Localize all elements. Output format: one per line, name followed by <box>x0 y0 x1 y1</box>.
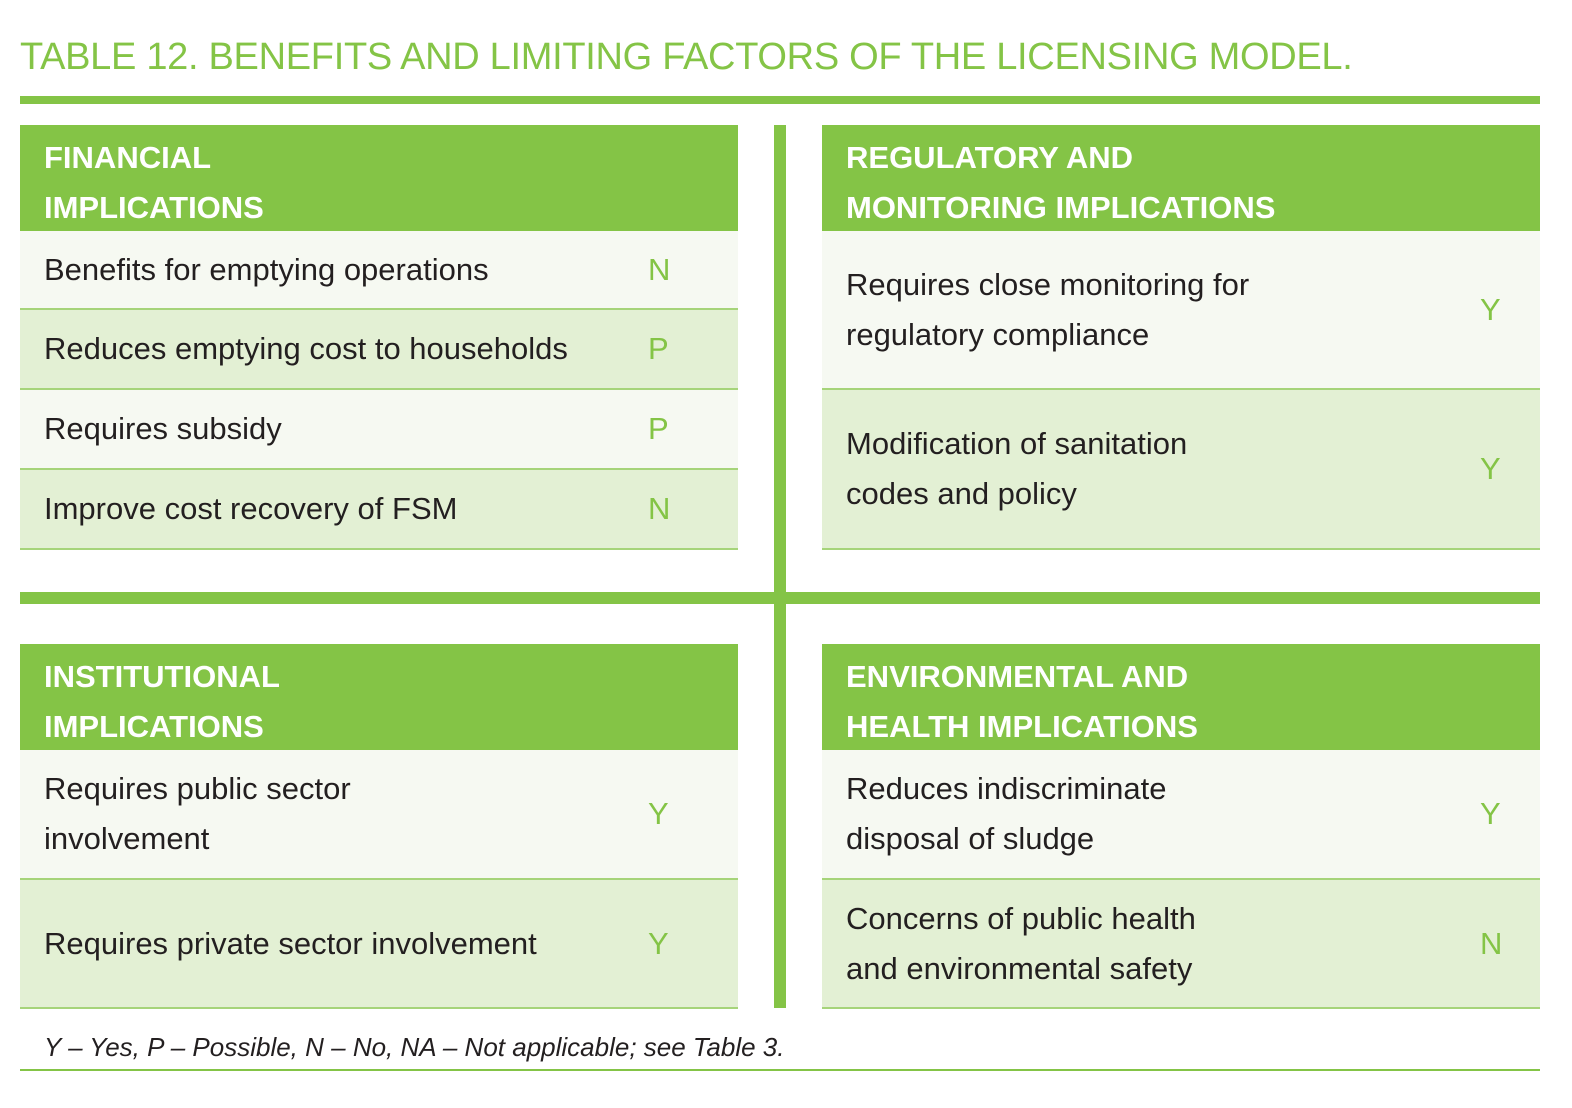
environmental-heading-line: HEALTH IMPLICATIONS <box>846 709 1198 744</box>
regulatory-heading <box>822 125 1540 231</box>
regulatory-section <box>822 125 1540 550</box>
vertical-divider <box>774 125 786 1008</box>
row-value: N <box>648 251 671 287</box>
title-divider <box>20 96 1540 104</box>
footer-divider <box>20 1069 1540 1071</box>
table-row <box>822 880 1540 1009</box>
row-value: P <box>648 411 669 446</box>
institutional-heading-line: INSTITUTIONAL <box>44 659 280 694</box>
row-label: and environmental safety <box>846 950 1193 986</box>
row-value: N <box>648 491 671 526</box>
table-row <box>20 470 738 550</box>
institutional-section <box>20 644 738 1009</box>
table-row <box>20 880 738 1009</box>
row-label: Benefits for emptying operations <box>44 251 489 287</box>
row-label: Concerns of public health <box>846 900 1196 936</box>
row-value: Y <box>648 796 669 831</box>
row-label: Reduces indiscriminate <box>846 771 1167 806</box>
legend-footnote: Y – Yes, P – Possible, N – No, NA – Not applicable; see Table 3. <box>44 1032 785 1062</box>
row-value: Y <box>1480 291 1501 327</box>
environmental-heading <box>822 644 1540 750</box>
institutional-heading-line: IMPLICATIONS <box>44 709 264 744</box>
row-label: Reduces emptying cost to households <box>44 331 568 366</box>
financial-heading <box>20 125 738 231</box>
row-value: Y <box>1480 796 1501 831</box>
row-label: disposal of sludge <box>846 821 1095 856</box>
row-label: regulatory compliance <box>846 316 1150 352</box>
row-value: N <box>1480 925 1503 961</box>
row-label: codes and policy <box>846 476 1077 511</box>
regulatory-heading-line: REGULATORY AND <box>846 140 1134 175</box>
regulatory-heading-line: MONITORING IMPLICATIONS <box>846 190 1276 225</box>
table-row <box>822 390 1540 550</box>
row-value: Y <box>1480 451 1501 486</box>
row-label: involvement <box>44 821 210 856</box>
table-row <box>20 390 738 470</box>
financial-heading-line: IMPLICATIONS <box>44 190 264 225</box>
row-label: Requires subsidy <box>44 411 282 446</box>
table-row <box>20 231 738 310</box>
table-row <box>822 231 1540 390</box>
row-label: Requires close monitoring for <box>846 266 1250 302</box>
financial-section <box>20 125 738 550</box>
row-label: Requires public sector <box>44 771 351 806</box>
environmental-section <box>822 644 1540 1009</box>
row-value: Y <box>648 925 669 961</box>
table-row <box>20 310 738 390</box>
financial-heading-line: FINANCIAL <box>44 140 212 175</box>
row-label: Requires private sector involvement <box>44 925 537 961</box>
table-row <box>822 750 1540 880</box>
environmental-heading-line: ENVIRONMENTAL AND <box>846 659 1189 694</box>
row-value: P <box>648 331 669 366</box>
table-title: TABLE 12. BENEFITS AND LIMITING FACTORS OF THE LICENSING MODEL. <box>20 36 1353 78</box>
table-row <box>20 750 738 880</box>
institutional-heading <box>20 644 738 750</box>
row-label: Modification of sanitation <box>846 426 1188 461</box>
row-label: Improve cost recovery of FSM <box>44 491 458 526</box>
